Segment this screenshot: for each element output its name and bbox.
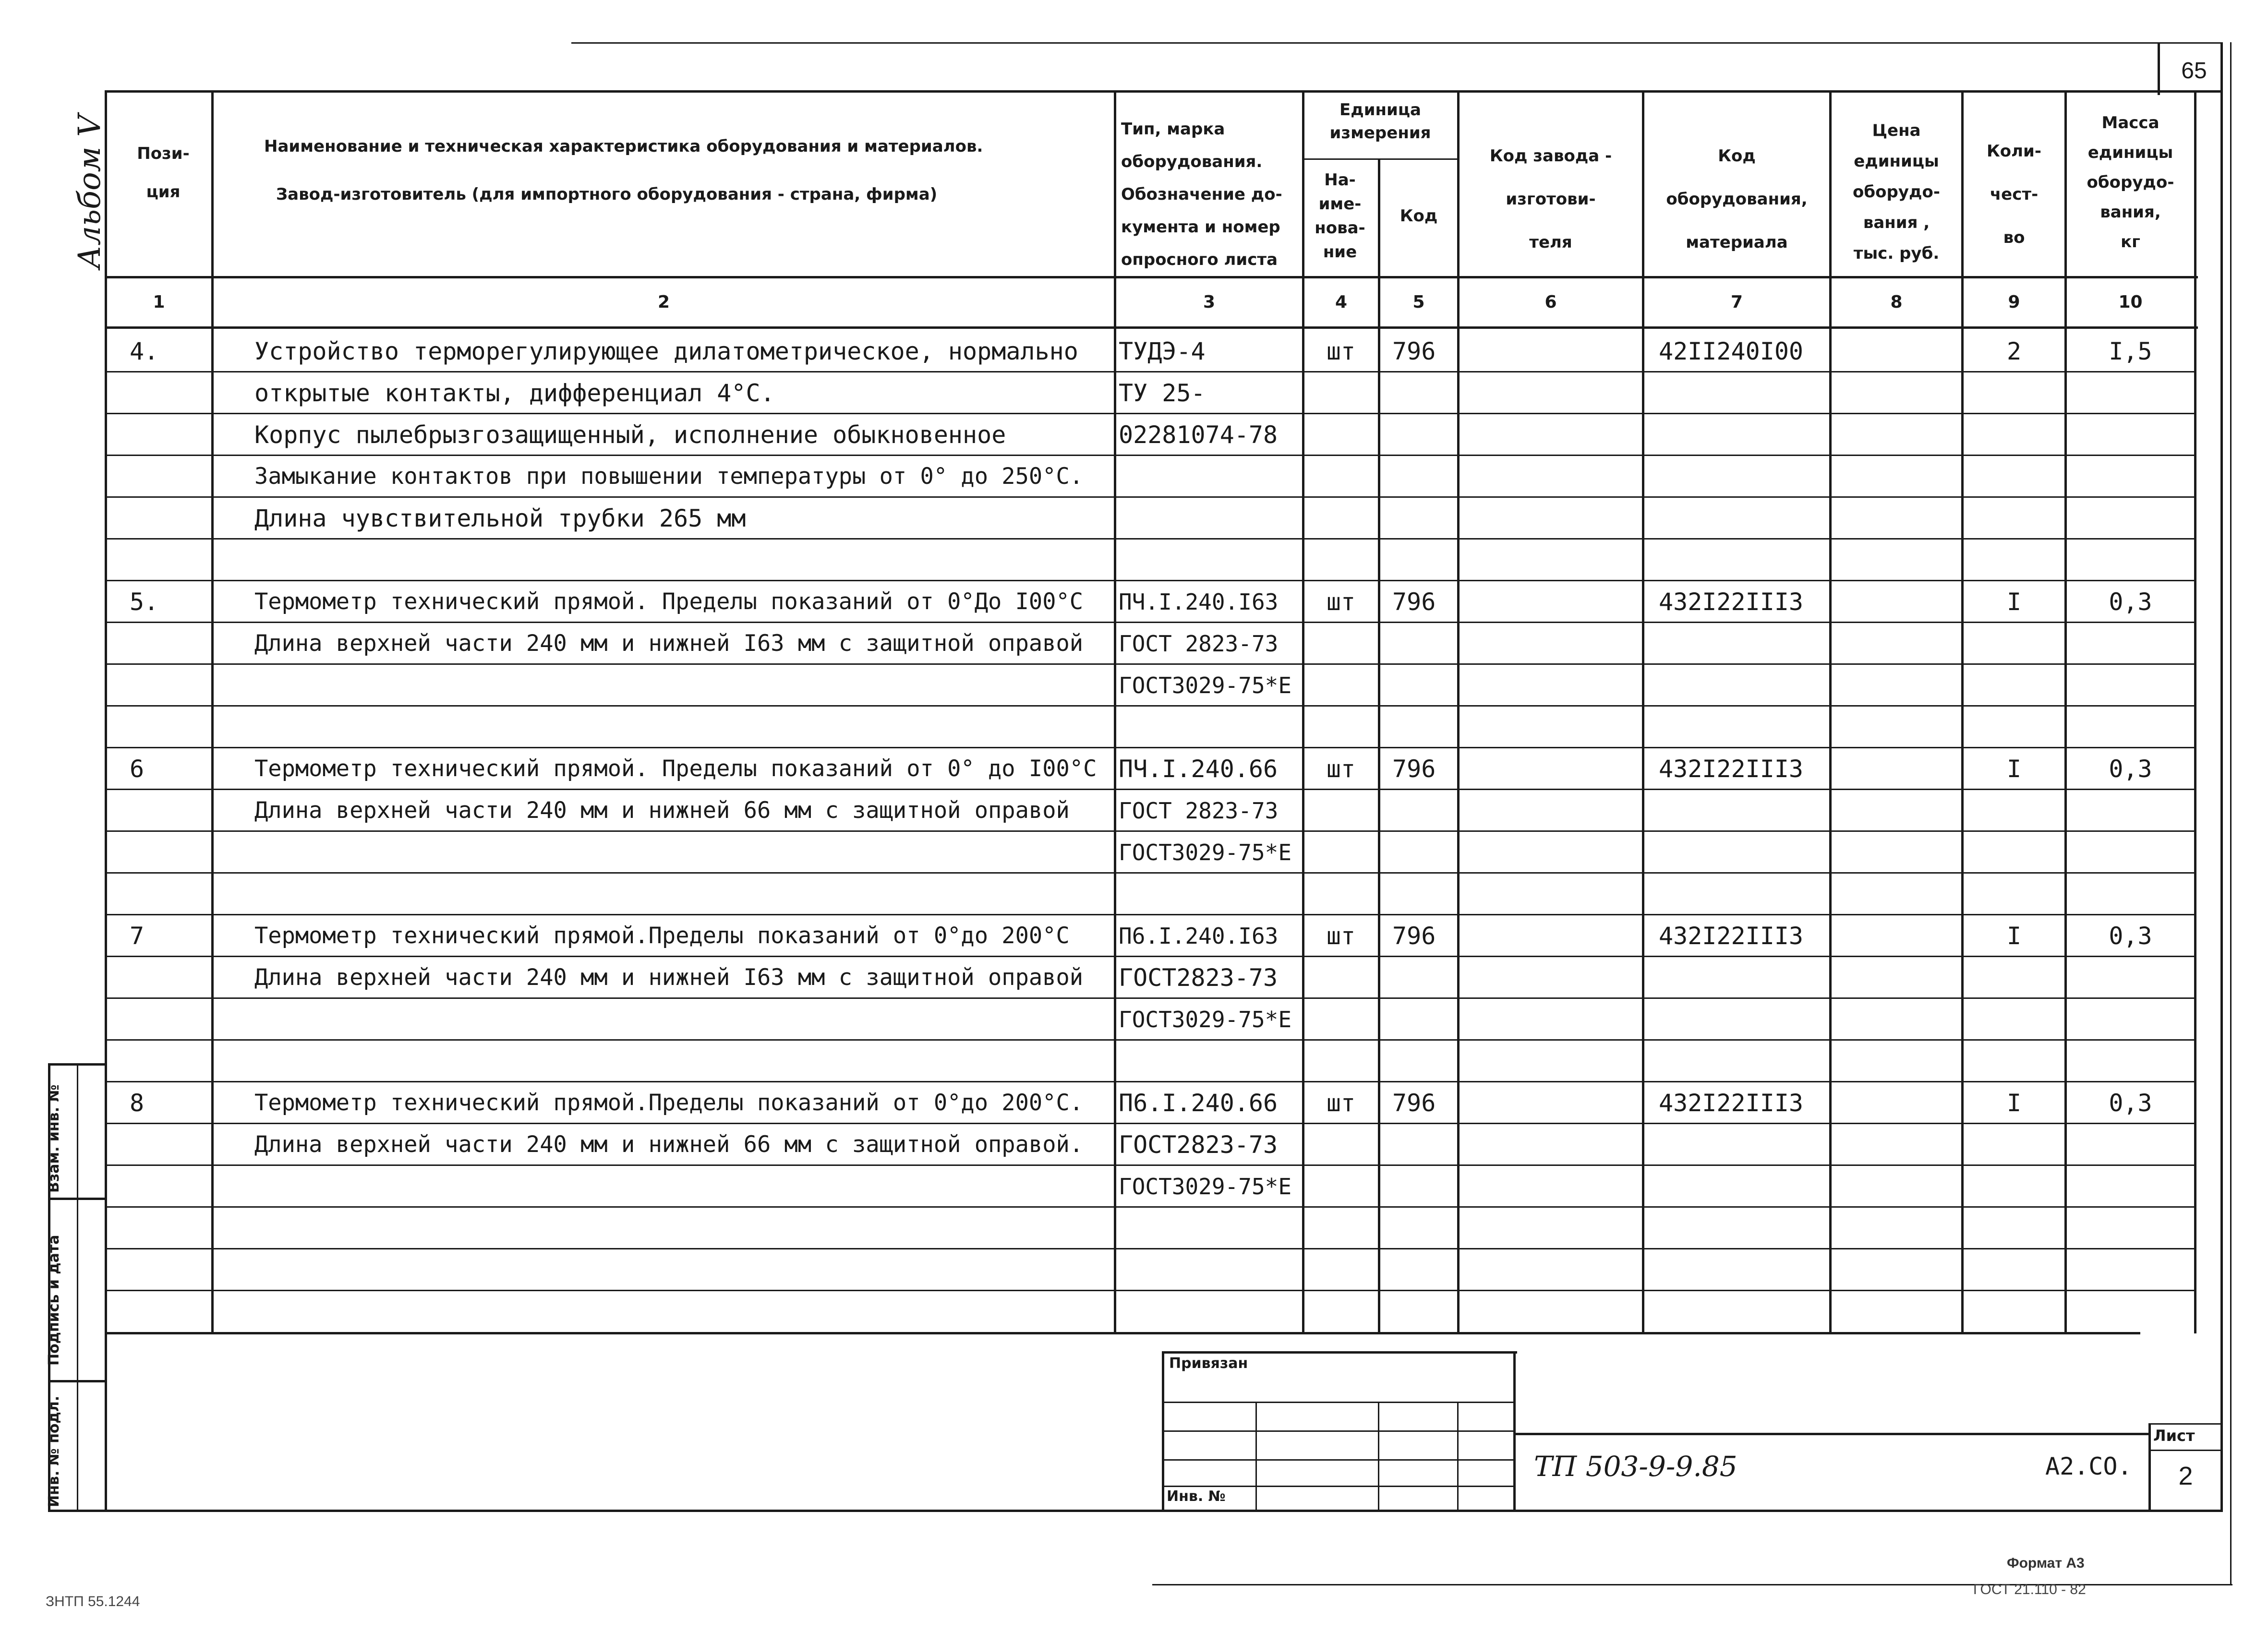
column-number: 3 xyxy=(1203,292,1216,312)
cell-type: ГОСТ3029-75*Е xyxy=(1119,672,1292,698)
cell-name: Термометр технический прямой.Пределы показаний от 0°до 200°С. xyxy=(254,1090,1084,1116)
header-type-line: Тип, марка xyxy=(1121,120,1225,139)
header-quantity-line: во xyxy=(2003,228,2025,247)
col-divider-6 xyxy=(1642,90,1644,1333)
stamp-row-line xyxy=(1162,1430,1515,1432)
cell-name: открытые контакты, дифференциал 4°С. xyxy=(254,379,775,407)
header-quantity-line: Коли- xyxy=(1987,142,2041,161)
cell-name: Длина верхней части 240 мм и нижней I63 мм с защитной оправой xyxy=(254,964,1084,991)
cell-position: 5. xyxy=(130,588,159,616)
cell-type: ГОСТ3029-75*Е xyxy=(1119,1174,1292,1200)
stamp-row-line xyxy=(1162,1402,1515,1403)
col-divider-10 xyxy=(2194,90,2196,1333)
header-unit-code: Код xyxy=(1399,206,1438,226)
header-type xyxy=(1121,113,1299,276)
sheet-label: Лист xyxy=(2153,1427,2195,1445)
header-mass-line: оборудо- xyxy=(2087,173,2174,192)
col-divider-5 xyxy=(1457,90,1460,1333)
col-divider-8 xyxy=(1961,90,1964,1333)
cell-type: ГОСТ3029-75*Е xyxy=(1119,1007,1292,1032)
cell-unit: шт xyxy=(1326,755,1356,783)
unit-group-divider xyxy=(1303,158,1457,160)
column-number: 2 xyxy=(657,292,670,312)
title-block-top xyxy=(1513,1433,2149,1435)
stamp-row-line xyxy=(1162,1486,1515,1487)
page-number-box-edge xyxy=(2158,42,2160,95)
header-price-line: оборудо- xyxy=(1853,182,1940,202)
cell-mass: 0,3 xyxy=(2109,755,2152,783)
cell-unit-code: 796 xyxy=(1392,922,1436,950)
cell-equipment-code: 432I22III3 xyxy=(1659,588,1804,616)
cell-unit: шт xyxy=(1326,922,1356,950)
column-number: 5 xyxy=(1412,292,1425,312)
cell-quantity: I xyxy=(2006,922,2022,950)
column-number: 10 xyxy=(2118,292,2143,312)
footer-gost: ГОСТ 21.110 - 82 xyxy=(1973,1582,2086,1597)
cell-unit-code: 796 xyxy=(1392,337,1436,365)
header-manufacturer-code-line: Код завода - xyxy=(1489,146,1612,166)
header-unit-name-line: име- xyxy=(1318,194,1362,214)
cell-name: Термометр технический прямой. Пределы показаний от 0° до I00°С xyxy=(254,756,1097,782)
sheet-cell-divider xyxy=(2148,1450,2220,1451)
cell-type: ТУДЭ-4 xyxy=(1119,337,1206,365)
cell-quantity: I xyxy=(2006,755,2022,783)
sheet-bottom-border xyxy=(48,1510,2223,1512)
cell-name: Термометр технический прямой. Пределы показаний от 0°До I00°С xyxy=(254,588,1084,615)
cell-equipment-code: 42II240I00 xyxy=(1659,337,1804,365)
header-mass-line: единицы xyxy=(2087,143,2173,162)
stamp-row-line xyxy=(1162,1459,1515,1461)
cell-name: Длина верхней части 240 мм и нижней 66 мм с защитной оправой xyxy=(254,797,1070,824)
cell-type: ПЧ.I.240.66 xyxy=(1119,755,1278,783)
page-number: 65 xyxy=(2181,58,2207,84)
header-price-line: вания , xyxy=(1863,213,1930,232)
header-unit-name-line: На- xyxy=(1324,170,1356,190)
header-equipment-code-line: Код xyxy=(1718,146,1756,166)
cell-type: ГОСТ 2823-73 xyxy=(1119,631,1279,657)
column-number: 1 xyxy=(153,292,165,312)
stamp-privyazan: Привязан xyxy=(1169,1355,1248,1372)
cell-name: Замыкание контактов при повышении температуры от 0° до 250°С. xyxy=(254,463,1084,490)
side-label-inv-orig: Инв. № подл. xyxy=(46,1395,62,1507)
cell-type: ПЧ.I.240.I63 xyxy=(1119,589,1279,615)
header-quantity xyxy=(1964,130,2064,259)
header-type-line: опросного листа xyxy=(1121,250,1278,269)
cell-name: Корпус пылебрызгозащищенный, исполнение обыкновенное xyxy=(254,421,1006,449)
cell-equipment-code: 432I22III3 xyxy=(1659,1089,1804,1117)
cell-equipment-code: 432I22III3 xyxy=(1659,922,1804,950)
cell-type: П6.I.240.66 xyxy=(1119,1089,1278,1117)
cell-type: ГОСТ2823-73 xyxy=(1119,1131,1278,1159)
header-mass xyxy=(2067,108,2194,257)
header-name-line1: Наименование и техническая характеристика оборудования и материалов. xyxy=(264,137,983,156)
header-position: Пози- ция xyxy=(137,144,190,202)
cell-unit: шт xyxy=(1326,588,1356,616)
document-code: А2.СО. xyxy=(2045,1452,2132,1480)
cell-quantity: 2 xyxy=(2006,337,2022,365)
row-divider xyxy=(105,1248,2196,1249)
cell-unit-code: 796 xyxy=(1392,1089,1436,1117)
cell-position: 6 xyxy=(130,755,145,783)
header-name-line2: Завод-изготовитель (для импортного оборудования - страна, фирма) xyxy=(276,185,938,204)
header-type-line: Обозначение до- xyxy=(1121,185,1282,204)
side-label-sign-date: Подпись и дата xyxy=(46,1235,62,1366)
stamp-col-line xyxy=(1255,1402,1257,1510)
header-manufacturer-code-line: изготови- xyxy=(1506,190,1596,209)
cell-type: ГОСТ 2823-73 xyxy=(1119,798,1279,824)
cell-unit-code: 796 xyxy=(1392,588,1436,616)
cell-position: 7 xyxy=(130,922,145,950)
table-bottom-border xyxy=(105,1332,2140,1334)
col-divider-4 xyxy=(1378,158,1380,1334)
cell-mass: 0,3 xyxy=(2109,588,2152,616)
header-type-line: оборудования. xyxy=(1121,152,1263,171)
cell-type: П6.I.240.I63 xyxy=(1119,923,1279,949)
column-number: 8 xyxy=(1890,292,1903,312)
cell-name: Длина чувствительной трубки 265 мм xyxy=(254,504,746,532)
outer-right-rule xyxy=(2230,42,2232,1585)
side-stamp-inner-line xyxy=(77,1063,78,1510)
table-top-border xyxy=(106,90,2223,93)
sheet-cell-top xyxy=(2148,1423,2220,1425)
header-price xyxy=(1832,115,1961,269)
header-equipment-code-line: оборудования, xyxy=(1666,190,1808,209)
stamp-col-line xyxy=(1378,1402,1379,1510)
header-mass-line: кг xyxy=(2121,232,2140,252)
cell-unit-code: 796 xyxy=(1392,755,1436,783)
column-number: 4 xyxy=(1335,292,1348,312)
cell-type: ГОСТ2823-73 xyxy=(1119,964,1278,992)
header-unit-name-line: нова- xyxy=(1315,218,1365,238)
cell-equipment-code: 432I22III3 xyxy=(1659,755,1804,783)
side-label-replace: Взам. инв. № xyxy=(46,1084,62,1193)
sheet-number: 2 xyxy=(2178,1462,2193,1490)
cell-name: Длина верхней части 240 мм и нижней 66 мм с защитной оправой. xyxy=(254,1131,1084,1158)
column-number: 9 xyxy=(2008,292,2020,312)
col-divider-2 xyxy=(1114,90,1116,1333)
cell-name: Термометр технический прямой.Пределы показаний от 0°до 200°С xyxy=(254,923,1070,949)
cell-unit: шт xyxy=(1326,337,1356,365)
cell-quantity: I xyxy=(2006,1089,2022,1117)
header-price-line: Цена xyxy=(1872,121,1921,140)
stamp-inv-no: Инв. № xyxy=(1167,1488,1226,1505)
col-divider-7 xyxy=(1829,90,1832,1333)
header-equipment-code-line: материала xyxy=(1686,233,1788,252)
header-manufacturer-code-line: теля xyxy=(1529,233,1572,252)
cell-type: ТУ 25- xyxy=(1119,379,1206,407)
column-number: 7 xyxy=(1730,292,1743,312)
cell-mass: I,5 xyxy=(2109,337,2152,365)
cell-position: 8 xyxy=(130,1089,145,1117)
header-price-line: единицы xyxy=(1854,152,1939,171)
cell-name: Устройство терморегулирующее дилатометрическое, нормально xyxy=(254,337,1078,365)
header-mass-line: вания, xyxy=(2100,203,2161,222)
header-manufacturer-code xyxy=(1460,134,1642,264)
cell-type: ГОСТ3029-75*Е xyxy=(1119,840,1292,865)
header-mass-line: Масса xyxy=(2101,113,2159,132)
header-unit-name xyxy=(1304,168,1376,264)
column-numbers-bottom-border xyxy=(105,326,2198,329)
stamp-col-line xyxy=(1457,1402,1459,1510)
cell-mass: 0,3 xyxy=(2109,922,2152,950)
top-rule xyxy=(571,42,2223,44)
cell-type: 02281074-78 xyxy=(1119,421,1278,449)
header-unit-name-line: ние xyxy=(1323,242,1357,262)
footer-bottom-left: ЗНТП 55.1244 xyxy=(46,1594,140,1609)
sheet-right-border xyxy=(2220,42,2223,1511)
cell-position: 4. xyxy=(130,337,159,365)
column-number: 6 xyxy=(1544,292,1557,312)
cell-quantity: I xyxy=(2006,588,2022,616)
header-type-line: кумента и номер xyxy=(1121,217,1280,237)
cell-mass: 0,3 xyxy=(2109,1089,2152,1117)
project-code: ТП 503-9-9.85 xyxy=(1534,1450,1737,1483)
header-price-line: тыс. руб. xyxy=(1853,244,1940,263)
header-quantity-line: чест- xyxy=(1990,185,2039,204)
stamp-box-top xyxy=(1162,1351,1517,1354)
header-unit-group: Единица измерения xyxy=(1329,100,1431,143)
header-equipment-code xyxy=(1644,134,1829,264)
cell-name: Длина верхней части 240 мм и нижней I63 мм с защитной оправой xyxy=(254,630,1084,657)
album-label: Альбом V xyxy=(72,114,108,269)
cell-unit: шт xyxy=(1326,1089,1356,1117)
col-divider-3 xyxy=(1302,90,1304,1333)
col-divider-9 xyxy=(2064,90,2067,1333)
col-divider-1 xyxy=(211,90,214,1333)
footer-format: Формат А3 xyxy=(2007,1555,2085,1571)
row-divider xyxy=(105,1290,2196,1291)
